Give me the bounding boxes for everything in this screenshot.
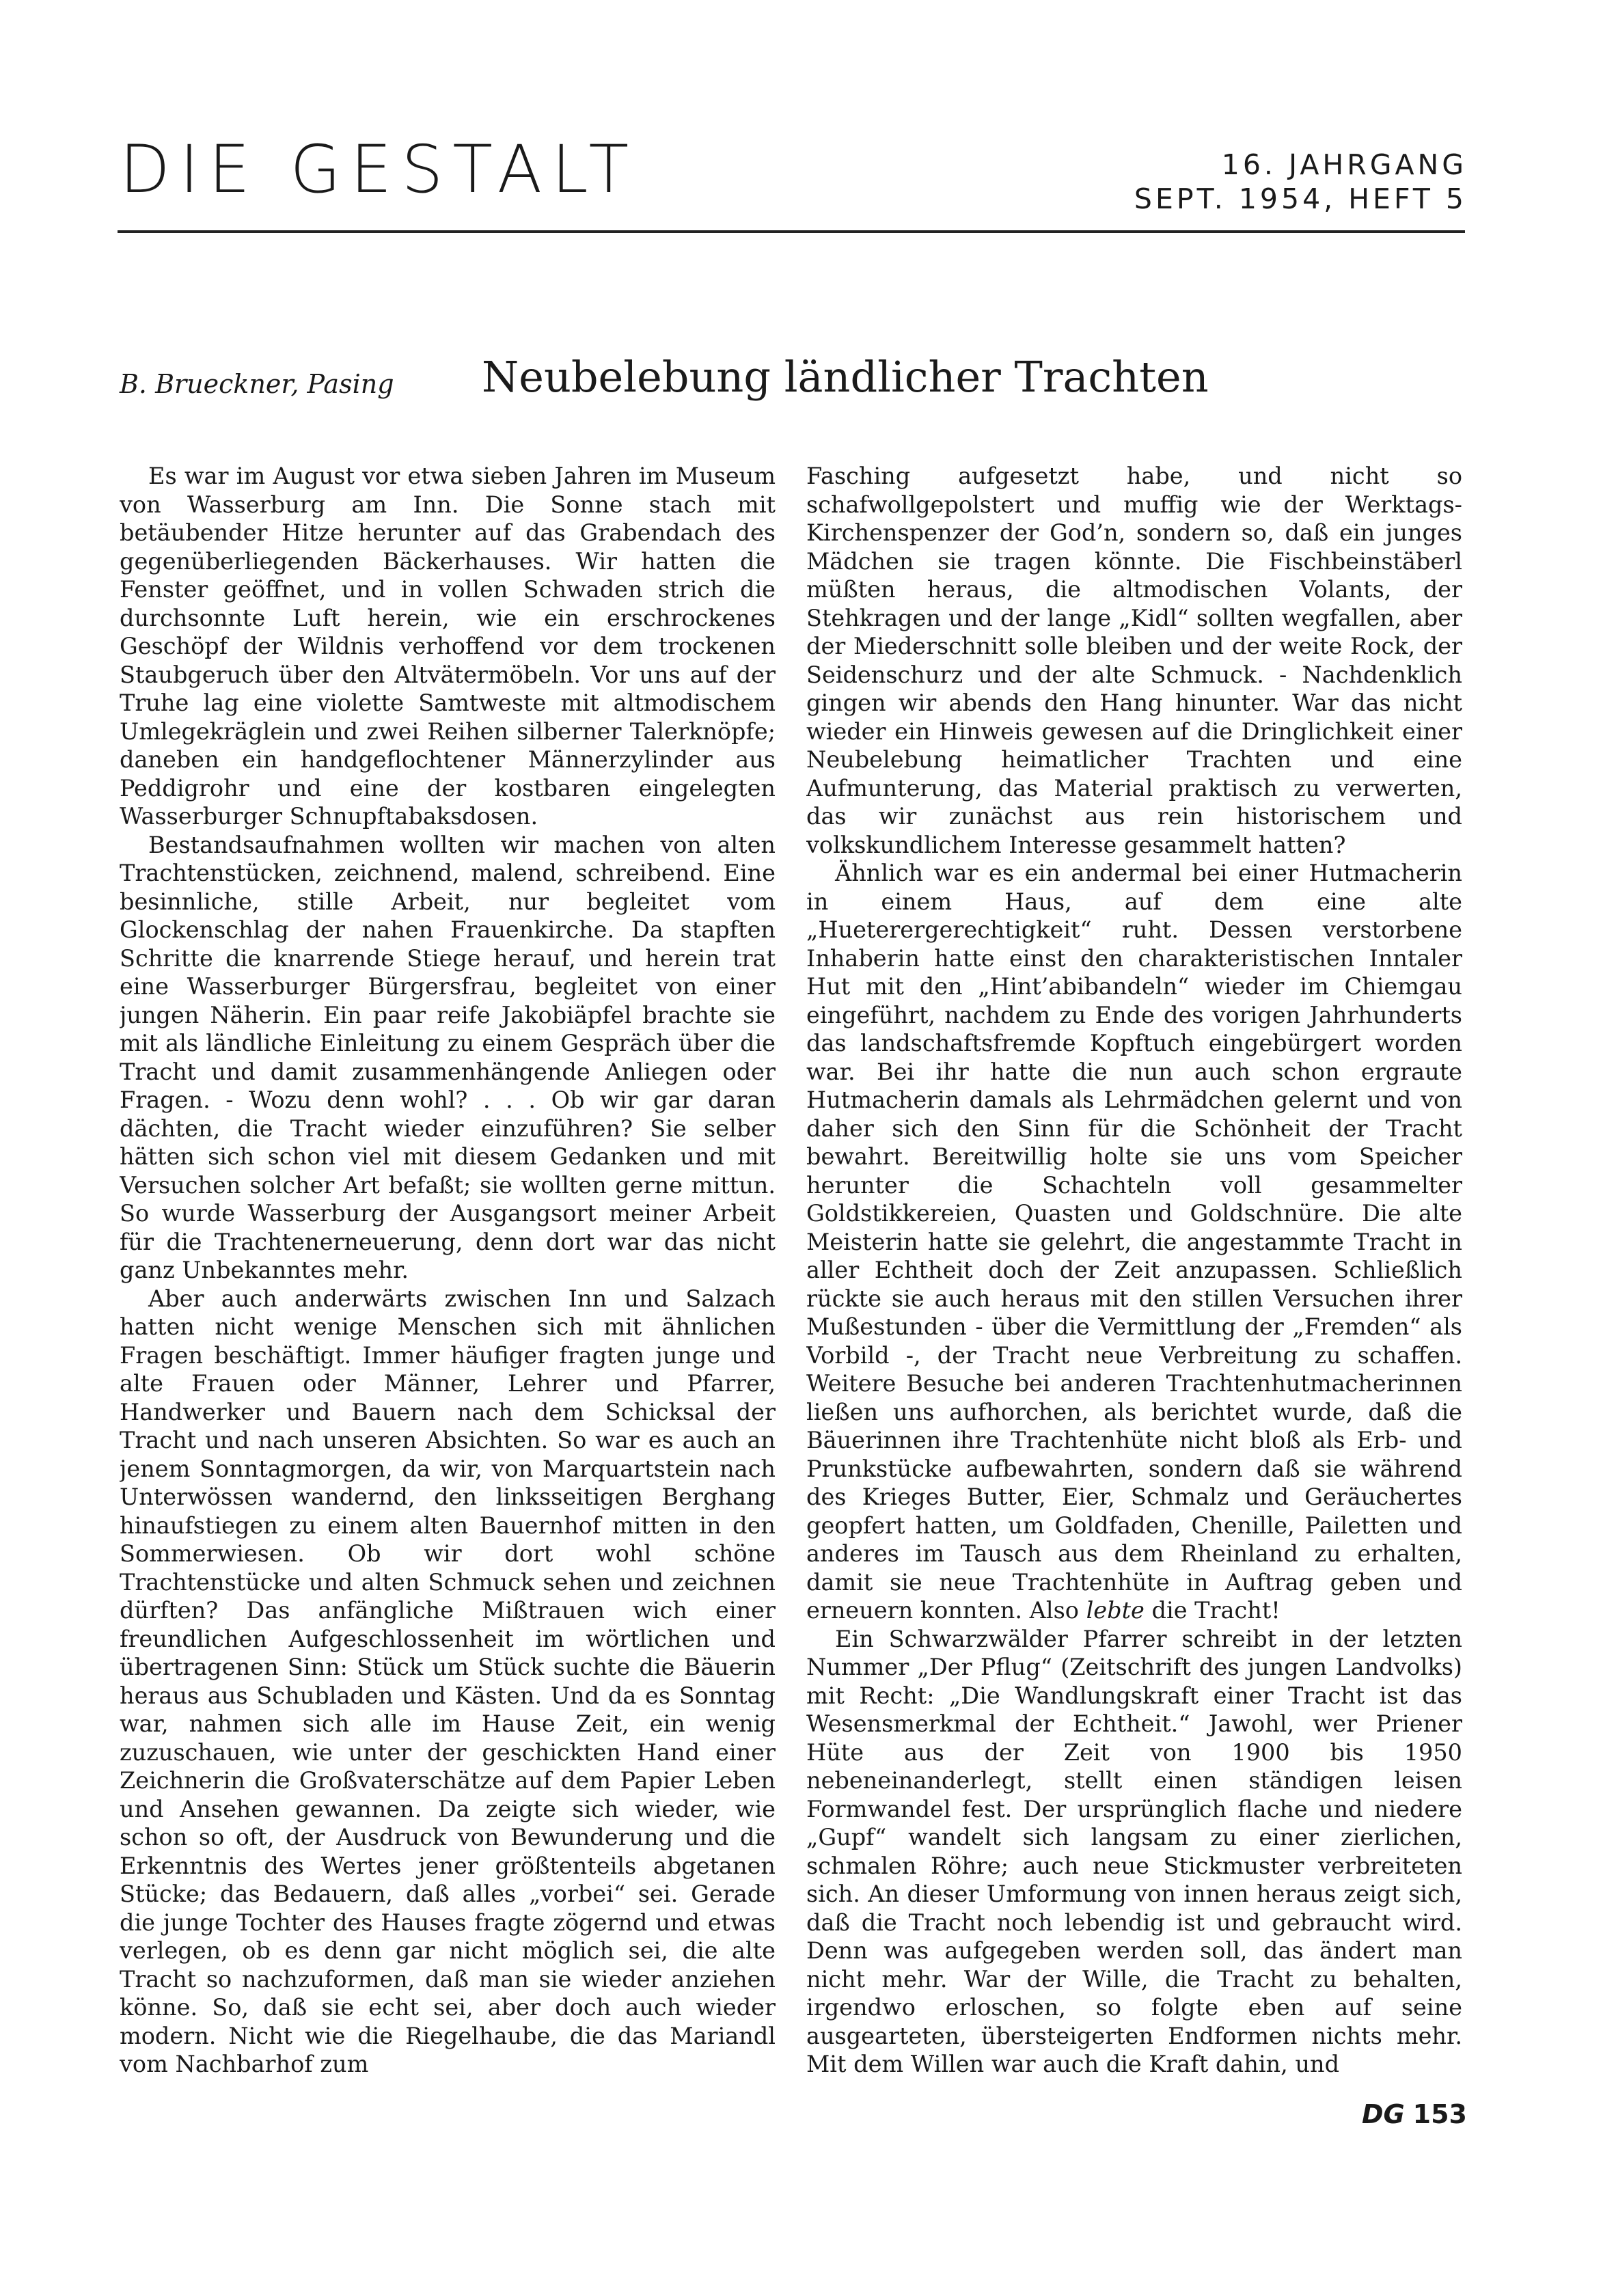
paragraph: Aber auch anderwärts zwischen Inn und Salzach hatten nicht wenige Menschen sich mit ähnlichen Fragen beschäftigt. Immer häufiger fragten junge und alte Frauen oder Männer, Lehrer und Pfarrer, Handwerker und Bauern nach dem Schicksal der Tracht und nach unseren Absichten. So war es auch an jenem Sonntagmorgen, da wir, von Marquartstein nach Unterwössen wandernd, den linksseitigen Berghang hinaufstiegen zu einem alten Bauernhof mitten in den Sommerwiesen. Ob wir dort wohl schöne Trachtenstücke und alten Schmuck sehen und zeichnen dürften? Das anfängliche Mißtrauen wich einer freundlichen Aufgeschlossenheit im wörtlichen und übertragenen Sinn: Stück um Stück suchte die Bäuerin heraus aus Schubladen und Kästen. Und da es Sonntag war, nahmen sich alle im Hause Zeit, ein wenig zuzuschauen, wie unter der geschickten Hand einer Zeichnerin die Großvaterschätze auf dem Papier Leben und Ansehen gewannen. Da zeigte sich wieder, wie schon so oft, der Ausdruck von Bewunderung und die Erkenntnis des Wertes jener größtenteils abgetanen Stücke; das Bedauern, daß alles „vorbei“ sei. Gerade die junge Tochter des Hauses fragte zögernd und etwas verlegen, ob es denn gar nicht möglich sei, die alte Tracht so nachzuformen, daß man sie wieder anziehen könne. So, daß sie echt sei, aber doch auch wieder modern. Nicht wie die Riegelhaube, die das Mariandl vom Nachbarhof zum (120, 1285, 776, 2077)
header-rule (118, 230, 1465, 233)
paragraph: Bestandsaufnahmen wollten wir machen von alten Trachtenstücken, zeichnend, malend, schreibend. Eine besinnliche, stille Arbeit, nur begleitet vom Glockenschlag der nahen Frauenkirche. Da stapften Schritte die knarrende Stiege herauf, und herein trat eine Wasserburger Bürgersfrau, begleitet von einer jungen Näherin. Ein paar reife Jakobiäpfel brachte sie mit als ländliche Einleitung zu einem Gespräch über die Tracht und damit zusammenhängende Anliegen oder Fragen. - Wozu denn wohl? . . . Ob wir gar daran dächten, die Tracht wieder einzuführen? Sie selber hätten sich schon viel mit diesem Gedanken und mit Versuchen solcher Art befaßt; sie wollten gerne mittun. So wurde Wasserburg der Ausgangsort meiner Arbeit für die Trachtenerneuerung, denn dort war das nicht ganz Unbekanntes mehr. (120, 831, 776, 1283)
paragraph (806, 859, 1462, 1625)
paragraph: Fasching aufgesetzt habe, und nicht so schafwollgepolstert und muffig wie der Werktags-Kirchenspenzer der God’n, sondern so, daß ein junges Mädchen sie tragen könnte. Die Fischbeinstäberl müßten heraus, die altmodischen Volants, der Stehkragen und der lange „Kidl“ sollten wegfallen, aber der Miederschnitt solle bleiben und der weite Rock, der Seidenschurz und der alte Schmuck. - Nachdenklich gingen wir abends den Hang hinunter. War das nicht wieder ein Hinweis gewesen auf die Dringlichkeit einer Neubelebung heimatlicher Trachten und eine Aufmunterung, das Material praktisch zu verwerten, das wir zunächst aus rein historischem und volkskundlichem Interesse gesammelt hatten? (806, 463, 1462, 858)
journal-mark: DG (1361, 2099, 1405, 2129)
issue-info (1134, 148, 1467, 216)
article-author: B. Brueckner, Pasing (120, 369, 394, 399)
emphasis-text: lebte (1086, 1597, 1145, 1624)
issue-date: SEPT. 1954, HEFT 5 (1134, 182, 1467, 215)
paragraph-text: die Tracht! (1151, 1597, 1281, 1624)
volume-label: 16. JAHRGANG (1221, 148, 1467, 181)
paragraph: Es war im August vor etwa sieben Jahren im Museum von Wasserburg am Inn. Die Sonne stach mit betäubender Hitze herunter auf das Grabendach des gegenüberliegenden Bäckerhauses. Wir hatten die Fenster geöffnet, und in vollen Schwaden strich die durchsonnte Luft herein, wie ein erschrockenes Geschöpf der Wildnis verhoffend vor dem trockenen Staubgeruch über den Altvätermöbeln. Vor uns auf der Truhe lag eine violette Samtweste mit altmodischem Umlegekräglein und zwei Reihen silberner Talerknöpfe; daneben ein handgeflochtener Männerzylinder aus Peddigrohr und eine der kostbaren eingelegten Wasserburger Schnupftabaksdosen. (120, 463, 776, 830)
paragraph: Ein Schwarzwälder Pfarrer schreibt in der letzten Nummer „Der Pflug“ (Zeitschrift des jungen Landvolks) mit Recht: „Die Wandlungskraft einer Tracht ist das Wesensmerkmal der Echtheit.“ Jawohl, wer Priener Hüte aus der Zeit von 1900 bis 1950 nebeneinanderlegt, stellt einen ständigen leisen Formwandel fest. Der ursprünglich flache und niedere „Gupf“ wandelt sich langsam zu einer zierlichen, schmalen Röhre; auch neue Stickmuster verbreiteten sich. An dieser Umformung von innen heraus zeigt sich, daß die Tracht noch lebendig ist und gebraucht wird. Denn was aufgegeben werden soll, das ändert man nicht mehr. War der Wille, die Tracht zu behalten, irgendwo erloschen, so folgte eben auf seine ausgearteten, übersteigerten Endformen nichts mehr. Mit dem Willen war auch die Kraft dahin, und (806, 1625, 1462, 2077)
page-number: 153 (1412, 2099, 1467, 2129)
journal-masthead: DIE GESTALT (120, 131, 639, 208)
page-footer (1362, 2099, 1467, 2129)
text-column-right (806, 462, 1462, 2136)
text-column-left (120, 462, 776, 2136)
article-title: Neubelebung ländlicher Trachten (482, 352, 1209, 402)
paragraph-text: Ähnlich war es ein andermal bei einer Hutmacherin in einem Haus, auf dem eine alte „Hueterergerechtigkeit“ ruht. Dessen verstorbene Inhaberin hatte einst den charakteristischen Inntaler Hut mit den „Hint’abibandeln“ wieder im Chiemgau eingeführt, nachdem zu Ende des vorigen Jahrhunderts das landschaftsfremde Kopftuch eingebürgert worden war. Bei ihr hatte die nun auch schon ergraute Hutmacherin damals als Lehrmädchen gelernt und von daher sich den Sinn für die Schönheit der Tracht bewahrt. Bereitwillig holte sie uns vom Speicher herunter die Schachteln voll gesammelter Goldstikkereien, Quasten und Goldschnüre. Die alte Meisterin hatte sie gelehrt, die angestammte Tracht in aller Echtheit doch der Zeit anzupassen. Schließlich rückte sie auch heraus mit den stillen Versuchen ihrer Mußestunden - über die Vermittlung der „Fremden“ als Vorbild -, der Tracht neue Verbreitung zu schaffen. Weitere Besuche bei anderen Trachtenhutmacherinnen ließen uns aufhorchen, als berichtet wurde, daß die Bäuerinnen ihre Trachtenhüte nicht bloß als Erb- und Prunkstücke aufbewahrten, sondern daß sie während des Krieges Butter, Eier, Schmalz und Geräuchertes geopfert hatten, um Goldfaden, Chenille, Pailetten und anderes im Tausch aus dem Rheinland zu erhalten, damit sie neue Trachtenhüte in Auftrag geben und erneuern konnten. Also (806, 860, 1462, 1624)
